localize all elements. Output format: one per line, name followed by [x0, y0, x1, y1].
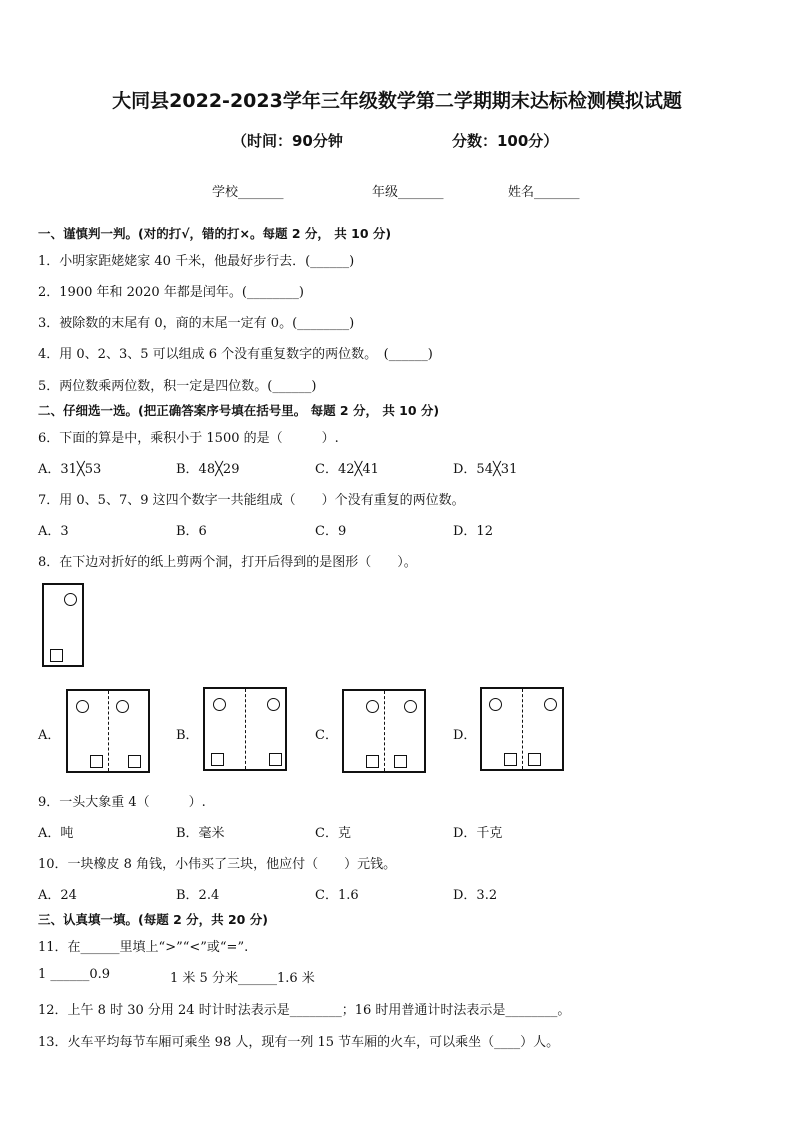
- exam-time: （时间：90分钟: [232, 132, 343, 150]
- question-7: 7．用 0、5、7、9 这四个数字一共能组成（ ）个没有重复的两位数。: [38, 493, 465, 508]
- q8-option-d: D．: [453, 728, 477, 743]
- question-13: 13．火车平均每节车厢可乘坐 98 人，现有一列 15 节车厢的火车，可以乘坐（____）人。: [38, 1035, 560, 1050]
- q10-option-a: A．24: [38, 888, 77, 903]
- fold-line: [245, 689, 246, 769]
- grade-field: 年级_______: [372, 185, 444, 200]
- question-1: 1．小明家距姥姥家 40 千米，他最好步行去．(______): [38, 254, 355, 269]
- hole-circle: [116, 700, 129, 713]
- q7-option-b: B．6: [176, 524, 207, 539]
- section-heading-2: 二、仔细选一选。(把正确答案序号填在括号里。 每题 2 分， 共 10 分): [38, 403, 440, 418]
- q8-option-a: A．: [38, 728, 61, 743]
- fold-line: [522, 689, 523, 769]
- hole-circle: [366, 700, 379, 713]
- q8-option-b: B．: [176, 728, 199, 743]
- section-heading-1: 一、谨慎判一判。(对的打√，错的打×。每题 2 分， 共 10 分): [38, 226, 392, 241]
- hole-square: [504, 753, 517, 766]
- option-b-figure: [203, 687, 287, 771]
- hole-circle: [544, 698, 557, 711]
- hole-square: [394, 755, 407, 768]
- question-10: 10．一块橡皮 8 角钱，小伟买了三块，他应付（ ）元钱。: [38, 857, 397, 872]
- option-c-figure: [342, 689, 426, 773]
- hole-circle: [489, 698, 502, 711]
- q6-option-d: D．54╳31: [453, 462, 518, 477]
- fold-line: [108, 691, 109, 771]
- option-d-figure: [480, 687, 564, 771]
- question-12: 12．上午 8 时 30 分用 24 时计时法表示是________；16 时用普通计时法表示是________。: [38, 1003, 571, 1018]
- hole-square: [528, 753, 541, 766]
- q6-option-a: A．31╳53: [38, 462, 102, 477]
- hole-square: [269, 753, 282, 766]
- q7-option-d: D．12: [453, 524, 493, 539]
- school-field: 学校_______: [212, 185, 284, 200]
- hole-circle: [267, 698, 280, 711]
- hole-square: [90, 755, 103, 768]
- q8-option-c: C．: [315, 728, 338, 743]
- fold-line: [384, 691, 385, 771]
- option-a-figure: [66, 689, 150, 773]
- hole-square: [366, 755, 379, 768]
- hole-circle: [64, 593, 77, 606]
- question-8: 8．在下边对折好的纸上剪两个洞，打开后得到的是图形（ ）。: [38, 555, 417, 570]
- q10-option-b: B．2.4: [176, 888, 220, 903]
- question-3: 3．被除数的末尾有 0，商的末尾一定有 0。(________): [38, 316, 355, 331]
- section-heading-3: 三、认真填一填。(每题 2 分，共 20 分): [38, 912, 268, 927]
- hole-square: [128, 755, 141, 768]
- hole-circle: [76, 700, 89, 713]
- q7-option-a: A．3: [38, 524, 69, 539]
- question-5: 5．两位数乘两位数，积一定是四位数。(______): [38, 379, 317, 394]
- question-9: 9．一头大象重 4（ ）.: [38, 795, 206, 810]
- hole-square: [50, 649, 63, 662]
- q9-option-c: C．克: [315, 826, 351, 841]
- question-11-part-a: 1 ______0.9: [38, 967, 111, 982]
- name-field: 姓名_______: [508, 185, 580, 200]
- question-11-part-b: 1 米 5 分米______1.6 米: [170, 971, 315, 986]
- q7-option-c: C．9: [315, 524, 347, 539]
- question-2: 2．1900 年和 2020 年都是闰年。(________): [38, 285, 304, 300]
- question-4: 4．用 0、2、3、5 可以组成 6 个没有重复数字的两位数。 (______): [38, 347, 433, 362]
- hole-circle: [404, 700, 417, 713]
- q9-option-b: B．毫米: [176, 826, 225, 841]
- exam-score: 分数：100分）: [452, 132, 559, 150]
- question-6: 6．下面的算是中，乘积小于 1500 的是（ ）.: [38, 431, 339, 446]
- q6-option-c: C．42╳41: [315, 462, 379, 477]
- q6-option-b: B．48╳29: [176, 462, 240, 477]
- page-title: 大同县2022-2023学年三年级数学第二学期期末达标检测模拟试题: [112, 90, 682, 112]
- q10-option-c: C．1.6: [315, 888, 359, 903]
- q9-option-d: D．千克: [453, 826, 503, 841]
- hole-square: [211, 753, 224, 766]
- q10-option-d: D．3.2: [453, 888, 498, 903]
- q9-option-a: A．吨: [38, 826, 74, 841]
- question-11: 11．在______里填上“>”“<”或“=”.: [38, 940, 249, 955]
- folded-paper-figure: [42, 583, 84, 667]
- hole-circle: [213, 698, 226, 711]
